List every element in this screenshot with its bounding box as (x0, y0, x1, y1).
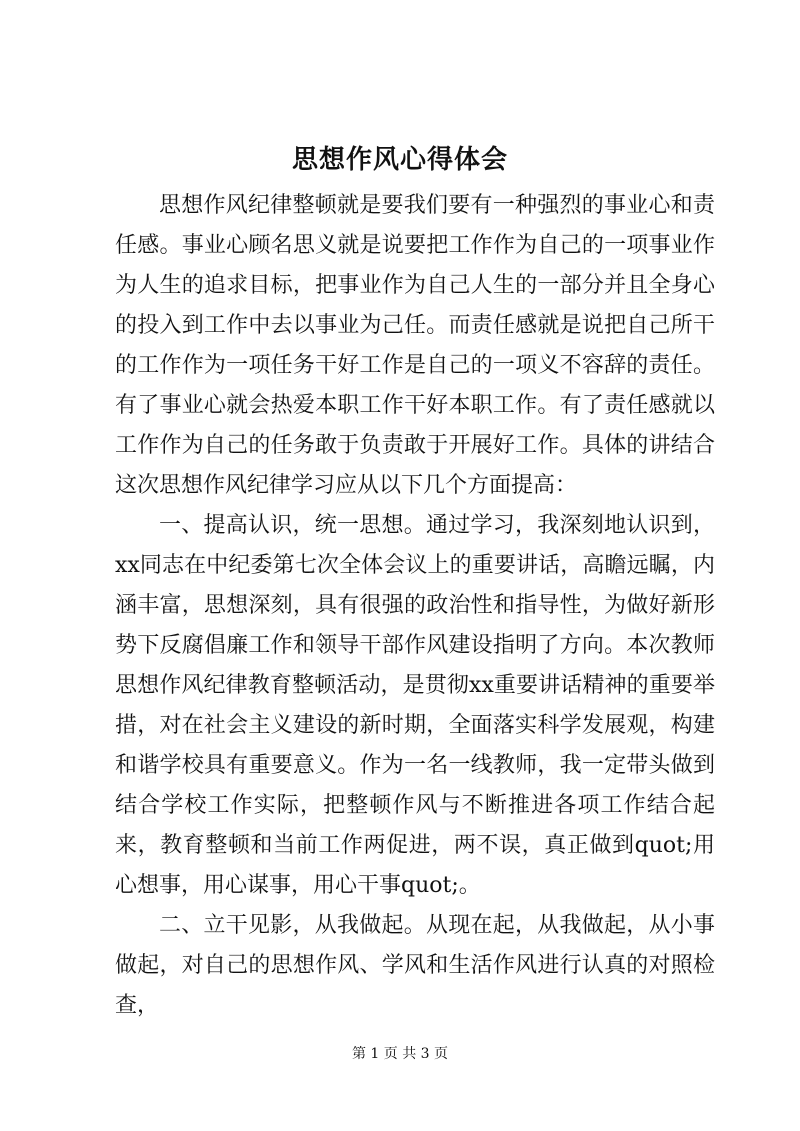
paragraph-section-two: 二、立干见影，从我做起。从现在起，从我做起，从小事做起，对自己的思想作风、学风和生活作风进行认真的对照检查， (115, 913, 715, 1018)
document-title: 思想作风心得体会 (291, 145, 508, 175)
page-footer: 第 1 页 共 3 页 (351, 1046, 449, 1062)
paragraph-section-one: 一、提高认识，统一思想。通过学习，我深刻地认识到，xx同志在中纪委第七次全体会议上的重要讲话，高瞻远瞩，内涵丰富，思想深刻，具有很强的政治性和指导性，为做好新形势下反腐倡廉工作和领导干部作风建设指明了方向。本次教师思想作风纪律教育整顿活动，是贯彻xx重要讲话精神的重要举措，对在社会主义建设的新时期，全面落实科学发展观，构建和谐学校具有重要意义。作为一名一线教师，我一定带头做到结合学校工作实际，把整顿作风与不断推进各项工作结合起来，教育整顿和当前工作两促进，两不误，真正做到quot;用心想事，用心谋事，用心干事quot;。 (115, 513, 715, 898)
paragraph-intro: 思想作风纪律整顿就是要我们要有一种强烈的事业心和责任感。事业心顾名思义就是说要把工作作为自己的一项事业作为人生的追求目标，把事业作为自己人生的一部分并且全身心的投入到工作中去以事业为己任。而责任感就是说把自己所干的工作作为一项任务干好工作是自己的一项义不容辞的责任。有了事业心就会热爱本职工作干好本职工作。有了责任感就以工作作为自己的任务敢于负责敢于开展好工作。具体的讲结合这次思想作风纪律学习应从以下几个方面提高： (115, 193, 715, 498)
document-body (115, 186, 715, 1026)
